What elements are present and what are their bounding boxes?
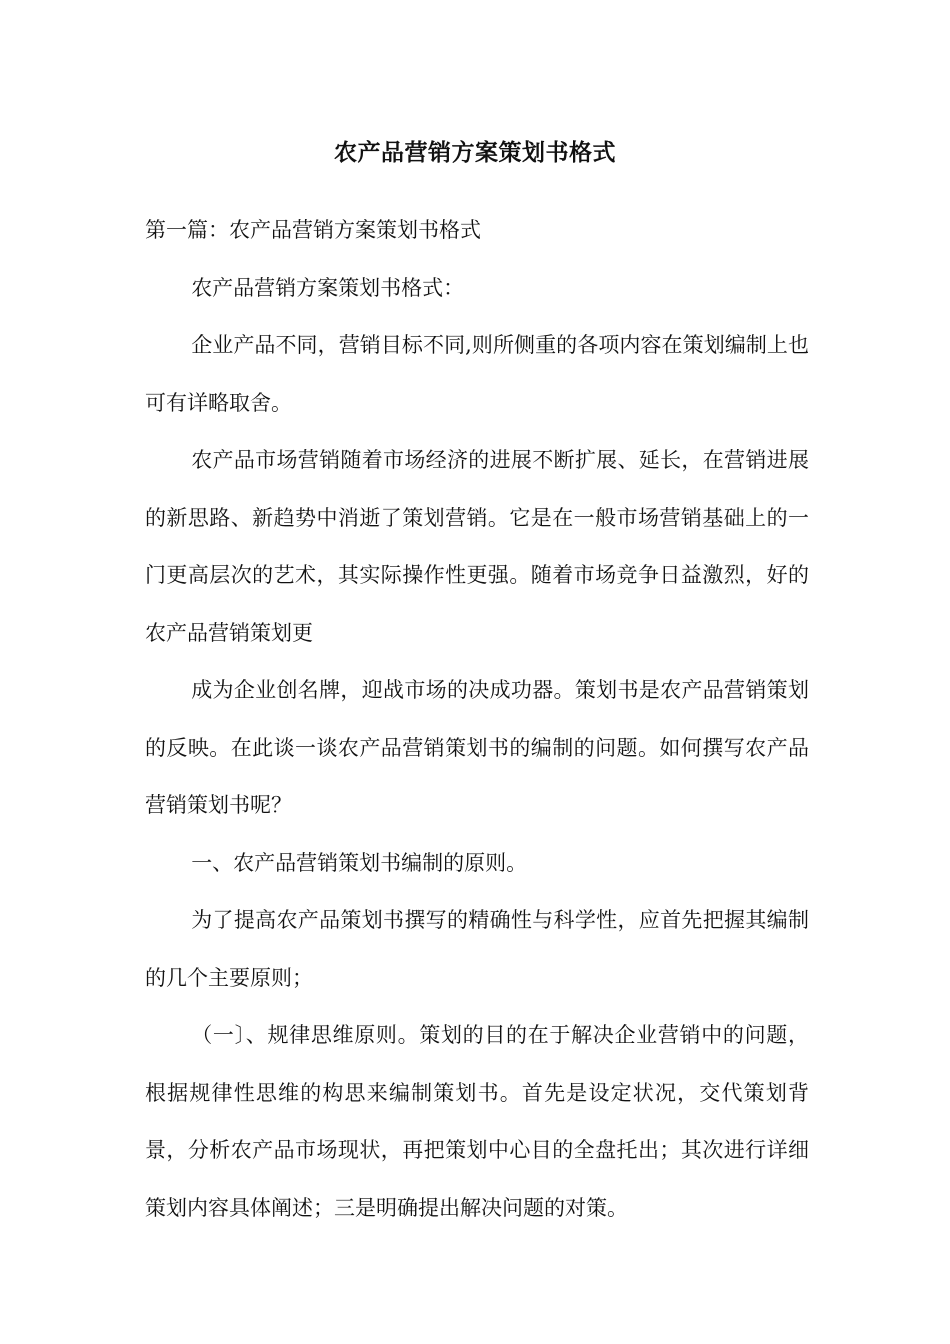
paragraph-3: 企业产品不同，营销目标不同,则所侧重的各项内容在策划编制上也可有详略取舍。 xyxy=(145,333,809,415)
paragraph-5: 成为企业创名牌，迎战市场的决成功器。策划书是农产品营销策划的反映。在此谈一谈农产品营销策划书的编制的问题。如何撰写农产品营销策划书呢？ xyxy=(145,678,809,817)
paragraph-7: 为了提高农产品策划书撰写的精确性与科学性，应首先把握其编制的几个主要原则； xyxy=(145,908,809,990)
paragraph-6: 一、农产品营销策划书编制的原则。 xyxy=(191,850,528,875)
paragraph-4: 农产品市场营销随着市场经济的进展不断扩展、延长，在营销进展的新思路、新趋势中消逝了策划营销。它是在一般市场营销基础上的一门更高层次的艺术，其实际操作性更强。随着市场竞争日益激烈，好的农产品营销策划更 xyxy=(145,448,809,645)
paragraph-8: （一〕、规律思维原则。策划的目的在于解决企业营销中的问题，根据规律性思维的构思来编制策划书。首先是设定状况，交代策划背景，分析农产品市场现状，再把策划中心目的全盘托出；其次进行详细策划内容具体阐述；三是明确提出解决问题的对策。 xyxy=(145,1023,809,1220)
document-title: 农产品营销方案策划书格式 xyxy=(334,139,616,166)
paragraph-1: 第一篇：农产品营销方案策划书格式 xyxy=(145,218,481,242)
document-body xyxy=(145,202,809,1237)
paragraph-2: 农产品营销方案策划书格式： xyxy=(191,275,465,300)
